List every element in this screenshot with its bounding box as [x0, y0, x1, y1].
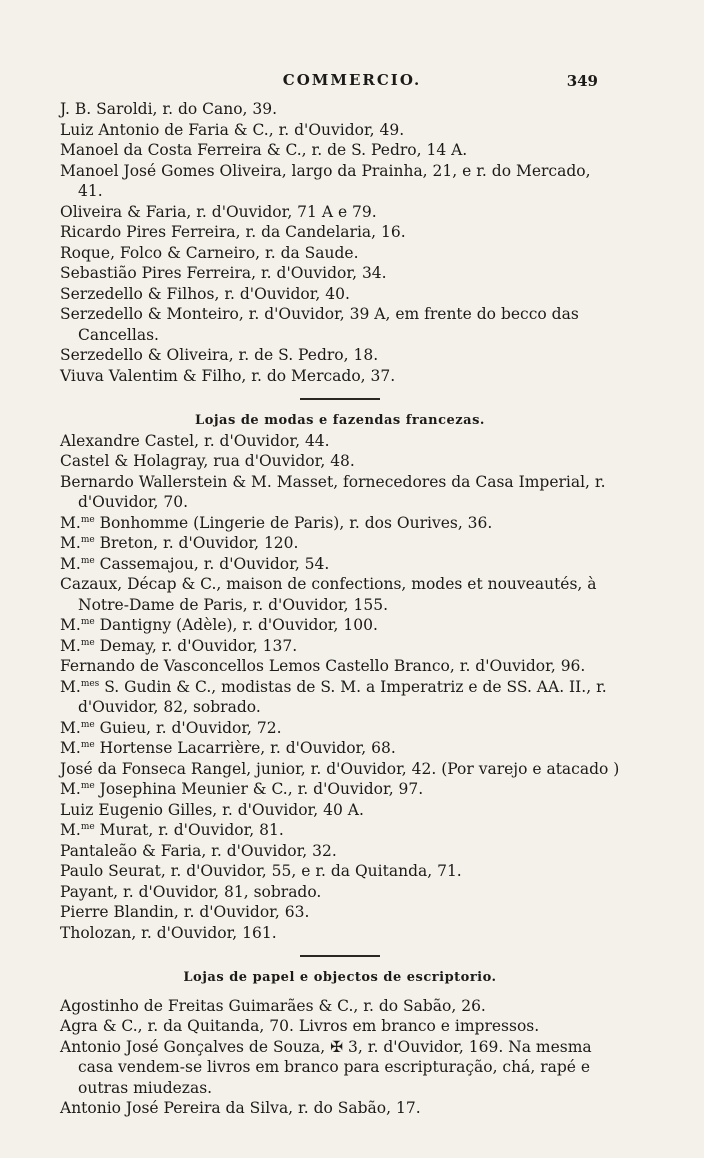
entry-text: Bonhomme (Lingerie de Paris), r. dos Ourives, 36.	[94, 513, 493, 532]
directory-entry	[60, 677, 620, 718]
page-number: 349	[566, 72, 598, 90]
directory-entry: Serzedello & Monteiro, r. d'Ouvidor, 39 A, em frente do becco das Cancellas.	[60, 305, 579, 344]
entry-text: Josephina Meunier & C., r. d'Ouvidor, 97.	[94, 780, 424, 798]
entry-superscript: me	[80, 555, 95, 566]
directory-entry: Antonio José Pereira da Silva, r. do Sabão, 17.	[60, 1099, 421, 1117]
directory-entry: Fernando de Vasconcellos Lemos Castello Branco, r. d'Ouvidor, 96.	[60, 657, 586, 675]
section-title-fashion: Lojas de modas e fazendas francezas.	[195, 412, 485, 428]
entry-superscript: me	[80, 534, 95, 545]
directory-entry	[60, 738, 620, 759]
section-divider	[300, 955, 380, 957]
directory-entry: Cazaux, Décap & C., maison de confections, modes et nouveautés, à Notre-Dame de Paris, r. d'Ouvidor, 155.	[60, 575, 597, 614]
directory-entry: Bernardo Wallerstein & M. Masset, fornecedores da Casa Imperial, r. d'Ouvidor, 70.	[60, 472, 606, 511]
directory-entry: Ricardo Pires Ferreira, r. da Candelaria, 16.	[60, 223, 406, 241]
directory-entry: Luiz Eugenio Gilles, r. d'Ouvidor, 40 A.	[60, 800, 364, 819]
section-fashion-shops	[60, 411, 620, 944]
directory-entry	[60, 718, 620, 739]
entry-superscript: mes	[80, 678, 100, 689]
directory-entry	[60, 554, 620, 575]
entry-text: Murat, r. d'Ouvidor, 81.	[94, 821, 284, 839]
directory-entry: José da Fonseca Rangel, junior, r. d'Ouvidor, 42. (Por varejo e atacado )	[60, 759, 620, 778]
entry-text: Demay, r. d'Ouvidor, 137.	[94, 636, 298, 655]
fashion-shop-list	[60, 431, 620, 944]
directory-entry: Luiz Antonio de Faria & C., r. d'Ouvidor, 49.	[60, 120, 405, 139]
directory-entry: Sebastião Pires Ferreira, r. d'Ouvidor, 34.	[60, 264, 387, 282]
entry-prefix: M.	[60, 677, 81, 696]
entry-text: Dantigny (Adèle), r. d'Ouvidor, 100.	[94, 616, 378, 634]
entry-prefix: M.	[60, 718, 81, 737]
directory-entry: Manoel da Costa Ferreira & C., r. de S. Pedro, 14 A.	[60, 141, 468, 159]
directory-entry: Payant, r. d'Ouvidor, 81, sobrado.	[60, 882, 322, 901]
directory-entry: Agra & C., r. da Quitanda, 70. Livros em branco e impressos.	[60, 1017, 540, 1035]
entry-superscript: me	[80, 719, 95, 730]
directory-entry: Serzedello & Filhos, r. d'Ouvidor, 40.	[60, 284, 350, 303]
directory-entry: Castel & Holagray, rua d'Ouvidor, 48.	[60, 452, 355, 470]
entry-prefix: M.	[60, 534, 81, 552]
entry-prefix: M.	[60, 739, 81, 757]
section-paper-shops	[60, 968, 620, 1119]
entry-superscript: me	[80, 821, 95, 832]
directory-entry: Manoel José Gomes Oliveira, largo da Prainha, 21, e r. do Mercado, 41.	[60, 161, 591, 200]
directory-entry: Tholozan, r. d'Ouvidor, 161.	[60, 923, 277, 942]
running-title: COMMERCIO.	[282, 71, 422, 89]
entry-text: S. Gudin & C., modistas de S. M. a Imperatriz e de SS. AA. II., r. d'Ouvidor, 82, sobrado.	[78, 677, 607, 716]
directory-entry	[60, 533, 620, 554]
directory-entry: Serzedello & Oliveira, r. de S. Pedro, 18.	[60, 346, 379, 364]
entry-superscript: me	[80, 637, 95, 648]
entry-prefix: M.	[60, 821, 81, 839]
directory-entry: J. B. Saroldi, r. do Cano, 39.	[60, 100, 278, 118]
entry-prefix: M.	[60, 636, 81, 655]
directory-entry: Pierre Blandin, r. d'Ouvidor, 63.	[60, 903, 310, 921]
entry-text: Hortense Lacarrière, r. d'Ouvidor, 68.	[94, 739, 396, 757]
entry-superscript: me	[80, 616, 95, 627]
entry-prefix: M.	[60, 513, 81, 532]
entry-superscript: me	[80, 514, 95, 525]
page-header	[0, 71, 704, 95]
entry-superscript: me	[80, 780, 95, 791]
paper-shop-list	[60, 996, 620, 1119]
directory-entry: Antonio José Gonçalves de Souza, ✠ 3, r. d'Ouvidor, 169. Na mesma casa vendem-se livros em branco para escripturação, chá, rapé e outras miudezas.	[60, 1037, 592, 1097]
entry-prefix: M.	[60, 616, 81, 634]
section-title-paper: Lojas de papel e objectos de escriptorio.	[183, 969, 497, 985]
directory-entry	[60, 636, 620, 657]
directory-entry: Alexandre Castel, r. d'Ouvidor, 44.	[60, 431, 330, 450]
directory-entry	[60, 513, 620, 534]
entry-text: Guieu, r. d'Ouvidor, 72.	[94, 718, 282, 737]
entries-column	[60, 99, 620, 1119]
directory-entry	[60, 820, 620, 841]
entry-superscript: me	[80, 739, 95, 750]
entry-text: Breton, r. d'Ouvidor, 120.	[94, 534, 299, 552]
directory-entry: Agostinho de Freitas Guimarães & C., r. do Sabão, 26.	[60, 996, 486, 1015]
directory-entry: Viuva Valentim & Filho, r. do Mercado, 37.	[60, 366, 396, 385]
directory-entry: Pantaleão & Faria, r. d'Ouvidor, 32.	[60, 841, 337, 860]
section-merchants-continued	[60, 99, 620, 386]
directory-entry: Paulo Seurat, r. d'Ouvidor, 55, e r. da Quitanda, 71.	[60, 862, 462, 880]
entry-prefix: M.	[60, 780, 81, 798]
entry-prefix: M.	[60, 554, 81, 573]
spacer	[60, 988, 620, 996]
directory-entry: Oliveira & Faria, r. d'Ouvidor, 71 A e 79.	[60, 202, 377, 221]
directory-entry: Roque, Folco & Carneiro, r. da Saude.	[60, 243, 359, 262]
directory-entry	[60, 779, 620, 800]
directory-entry	[60, 615, 620, 636]
entry-text: Cassemajou, r. d'Ouvidor, 54.	[94, 554, 330, 573]
section-divider	[300, 398, 380, 400]
